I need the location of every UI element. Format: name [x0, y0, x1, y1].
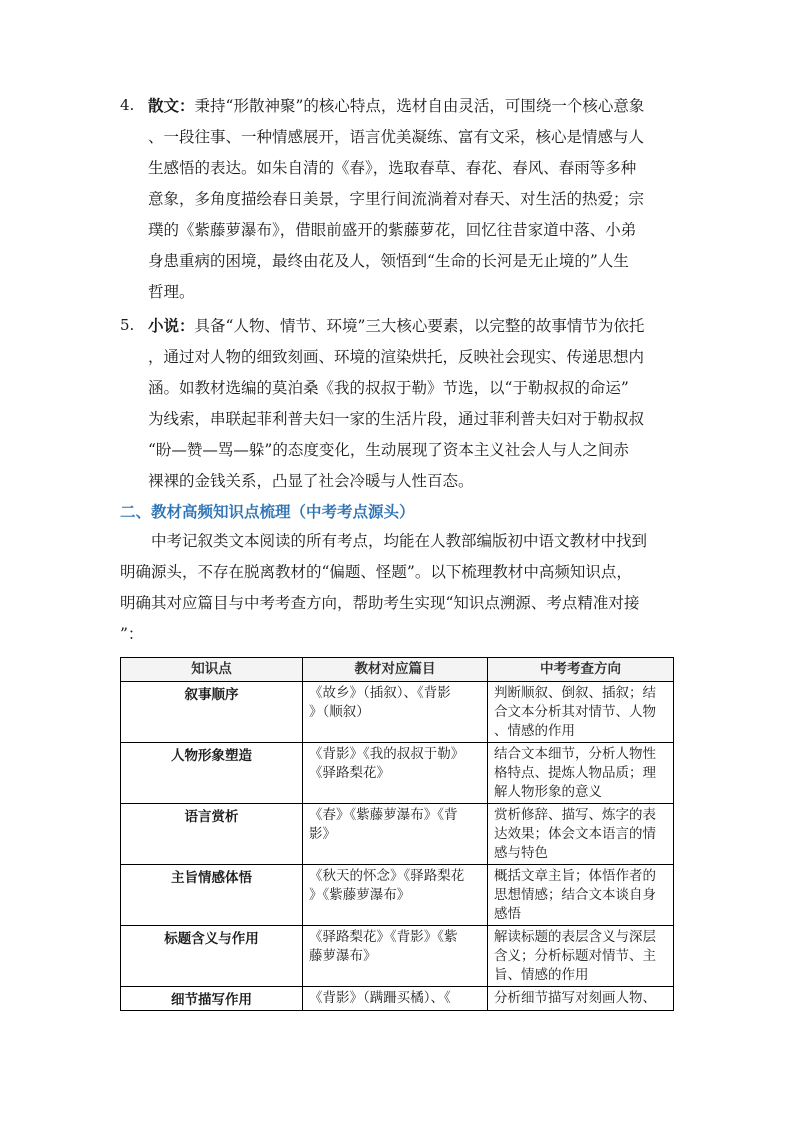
item-line: 为线索，串联起菲利普夫妇一家的生活片段，通过菲利普夫妇对于勒叔叔: [148, 410, 645, 428]
knowledge-point-cell: 人物形象塑造: [121, 743, 303, 804]
textbook-texts-cell: 《背影》《我的叔叔于勒》 《驿路梨花》: [303, 743, 488, 804]
exam-direction-cell: 分析细节描写对刻画人物、: [488, 987, 674, 1011]
textbook-texts-cell: 《春》《紫藤萝瀑布》《背 影》: [303, 804, 488, 865]
item-body: [148, 310, 680, 497]
item-lead: 小说：: [148, 316, 195, 335]
item-line: 生感悟的表达。如朱自清的《春》，选取春草、春花、春风、春雨等多种: [148, 159, 637, 177]
knowledge-point-cell: 主旨情感体悟: [121, 865, 303, 926]
item-line: 涵。如教材选编的莫泊桑《我的叔叔于勒》节选，以“于勒叔叔的命运”: [148, 379, 629, 397]
knowledge-point-cell: 叙事顺序: [121, 682, 303, 743]
textbook-texts-cell: 《背影》（蹒跚买橘）、《: [303, 987, 488, 1011]
table-row: [121, 926, 674, 987]
header-exam-direction: 中考考查方向: [488, 658, 674, 682]
table-row: [121, 865, 674, 926]
item-line: “盼—赞—骂—躲”的态度变化，生动展现了资本主义社会人与人之间赤: [148, 441, 629, 459]
table-header-row: [121, 658, 674, 682]
item-line: 裸裸的金钱关系，凸显了社会冷暖与人性百态。: [148, 472, 474, 490]
table-row: [121, 987, 674, 1011]
item-line: 小说：具备“人物、情节、环境”三大核心要素，以完整的故事情节为依托: [148, 316, 645, 335]
item-line: 身患重病的困境，最终由花及人，领悟到“生命的长河是无止境的”人生: [148, 252, 629, 270]
exam-direction-cell: 结合文本细节，分析人物性 格特点、提炼人物品质；理 解人物形象的意义: [488, 743, 674, 804]
table-row: [121, 804, 674, 865]
knowledge-point-cell: 细节描写作用: [121, 987, 303, 1011]
paragraph-line: ”：: [120, 625, 144, 643]
textbook-texts-cell: 《故乡》（插叙）、《背影 》（顺叙）: [303, 682, 488, 743]
intro-paragraph: [120, 526, 680, 650]
paragraph-line: 明确其对应篇目与中考考查方向，帮助考生实现“知识点溯源、考点精准对接: [120, 594, 640, 612]
item-line: 意象，多角度描绘春日美景，字里行间流淌着对春天、对生活的热爱；宗: [148, 190, 645, 208]
knowledge-table: [120, 657, 674, 1011]
table-row: [121, 743, 674, 804]
item-number: 5.: [120, 316, 135, 334]
paragraph-line: 明确源头，不存在脱离教材的“偏题、怪题”。以下梳理教材中高频知识点，: [120, 563, 632, 581]
knowledge-point-cell: 标题含义与作用: [121, 926, 303, 987]
exam-direction-cell: 解读标题的表层含义与深层 含义；分析标题对情节、主 旨、情感的作用: [488, 926, 674, 987]
exam-direction-cell: 赏析修辞、描写、炼字的表 达效果；体会文本语言的情 感与特色: [488, 804, 674, 865]
exam-direction-cell: 概括文章主旨；体悟作者的 思想情感；结合文本谈自身 感悟: [488, 865, 674, 926]
item-body: [148, 90, 680, 308]
header-textbook-texts: 教材对应篇目: [303, 658, 488, 682]
exam-direction-cell: 判断顺叙、倒叙、插叙；结 合文本分析其对情节、人物 、情感的作用: [488, 682, 674, 743]
item-line: 哲理。: [148, 283, 195, 301]
paragraph-line: 中考记叙类文本阅读的所有考点，均能在人教部编版初中语文教材中找到: [151, 532, 648, 550]
header-knowledge-point: 知识点: [121, 658, 303, 682]
item-number: 4.: [120, 96, 135, 114]
textbook-texts-cell: 《驿路梨花》《背影》《紫 藤萝瀑布》: [303, 926, 488, 987]
knowledge-point-cell: 语言赏析: [121, 804, 303, 865]
textbook-texts-cell: 《秋天的怀念》《驿路梨花 》《紫藤萝瀑布》: [303, 865, 488, 926]
item-line: ，通过对人物的细致刻画、环境的渲染烘托，反映社会现实、传递思想内: [148, 348, 645, 366]
item-lead: 散文：: [148, 96, 195, 115]
item-line: 散文：秉持“形散神聚”的核心特点，选材自由灵活，可围绕一个核心意象: [148, 96, 645, 115]
table-row: [121, 682, 674, 743]
item-line: 璞的《紫藤萝瀑布》，借眼前盛开的紫藤萝花，回忆往昔家道中落、小弟: [148, 221, 637, 239]
section-heading: 二、教材高频知识点梳理（中考考点源头）: [120, 502, 415, 521]
item-line: 、一段往事、一种情感展开，语言优美凝练、富有文采，核心是情感与人: [148, 128, 645, 146]
